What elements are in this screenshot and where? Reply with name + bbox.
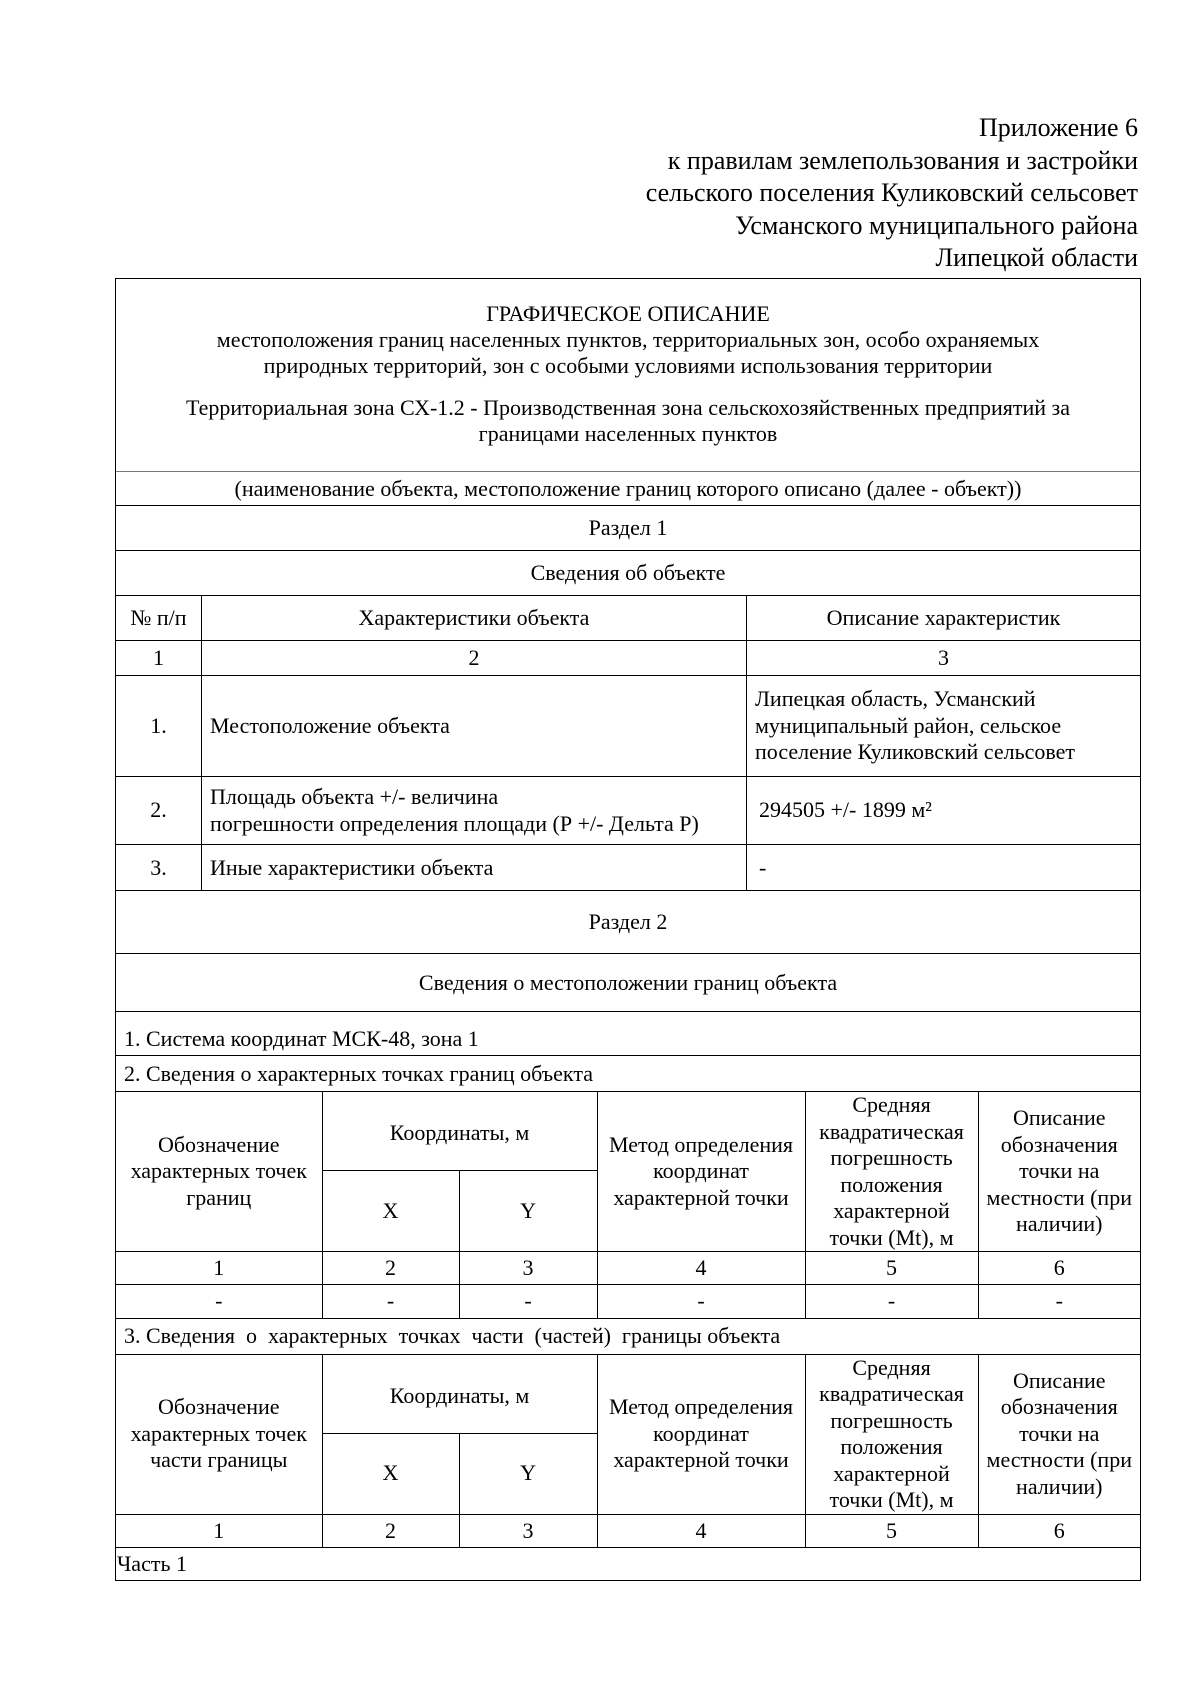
col-header-characteristic: Характеристики объекта [201,596,746,640]
header-method [597,1355,805,1515]
section2-subtitle-text: Сведения о местоположении границ объекта [418,969,838,995]
header-line: Средняя [852,1092,931,1117]
col-number: 5 [805,1514,978,1547]
header-location [978,1355,1140,1515]
section2-title [116,890,1140,953]
col-header-num: № п/п [130,605,187,630]
header-line: Обозначение [157,1394,280,1420]
coord-system-text: 1. Система координат МСК-48, зона 1 [124,1025,479,1051]
header-line: Метод определения [608,1131,794,1157]
header-method [597,1092,805,1252]
zone-name: границами населенных пунктов [478,421,778,446]
table-cell: - [116,1285,322,1318]
appendix-line: Липецкой области [935,243,1138,272]
appendix-note [646,112,1138,275]
row-description-line: Липецкая область, Усманский [755,686,1036,712]
header-line: точки на [1019,1158,1100,1184]
col-number: 4 [597,1514,805,1547]
header-error [805,1092,978,1252]
header-line: положения [840,1434,943,1459]
table-cell: - [322,1285,459,1318]
col-number: 3 [459,1514,597,1547]
header-line: Обозначение [157,1131,280,1157]
section1-title [116,505,1140,550]
section2-title-text: Раздел 2 [588,909,668,934]
header-line: обозначения [1000,1131,1118,1157]
header-line: координат [653,1158,749,1184]
header-line: точки (Mt), м [829,1487,954,1512]
points-table-wrap [116,1091,1140,1318]
section2-subtitle [116,953,1140,1011]
parts-heading-text: 3. Сведения о характерных точках части (частей) границы объекта [124,1323,781,1348]
table-cell: - [459,1285,597,1318]
header-line: характерной точки [613,1184,789,1210]
col-number: 3 [459,1252,597,1285]
header-line: характерных точек [130,1158,307,1184]
col-number: 5 [805,1252,978,1285]
col-number: 2 [322,1252,459,1285]
points-heading [116,1055,1140,1091]
row-characteristic [201,845,746,890]
section1-title-text: Раздел 1 [588,515,668,540]
appendix-line: Приложение 6 [978,113,1138,142]
row-num: 3. [150,854,167,880]
row-characteristic-line: погрешности определения площади (Р +/- Дельта Р) [210,810,699,836]
document-title: ГРАФИЧЕСКОЕ ОПИСАНИЕ [486,301,770,326]
row-num: 2. [150,797,167,823]
header-y: Y [459,1171,597,1252]
col-number: 1 [153,645,164,670]
header-designation [116,1355,322,1515]
header-line: обозначения [1000,1394,1118,1420]
row-description-line: поселение Куликовский сельсовет [755,739,1076,765]
header-line: части границы [150,1447,288,1473]
object-caption-text: (наименование объекта, местоположение границ которого описано (далее - объект)) [234,475,1022,501]
coord-system [116,1011,1140,1055]
part-label [116,1547,1140,1580]
header-line: погрешность [830,1145,953,1170]
col-number: 1 [116,1252,322,1285]
header-error [805,1355,978,1515]
row-num: 1. [150,712,167,738]
header-coords: Координаты, м [322,1092,597,1171]
row-description [746,845,1140,890]
row-characteristic [201,777,746,844]
area-value: 294505 +/- 1899 м² [759,797,932,823]
appendix-line: к правилам землепользования и застройки [667,145,1138,175]
table-row [116,776,1140,844]
document-frame [115,278,1141,1581]
document-subtitle: местоположения границ населенных пунктов, территориальных зон, особо охраняемых [216,327,1040,352]
header-line: характерной [833,1460,950,1486]
header-line: погрешность [830,1407,953,1433]
header-location [978,1092,1140,1252]
row-characteristic-text: Местоположение объекта [210,712,450,738]
header-x: X [322,1433,459,1514]
header-coords: Координаты, м [322,1355,597,1434]
table-cell: - [805,1285,978,1318]
header-line: местности (при [986,1184,1132,1210]
header-line: положения [840,1171,943,1197]
table-row [116,675,1140,776]
parts-table-wrap [116,1354,1140,1548]
header-designation [116,1092,322,1252]
header-line: координат [653,1420,749,1446]
col-number: 6 [978,1514,1140,1547]
table-cell: - [978,1285,1140,1318]
header-x: X [322,1171,459,1252]
document-header [116,279,1140,471]
row-characteristic-text: Иные характеристики объекта [210,854,494,880]
header-line: точки (Mt), м [829,1224,954,1250]
points-heading-text: 2. Сведения о характерных точках границ объекта [124,1060,593,1086]
header-line: Метод определения [608,1394,794,1420]
section1-subtitle-text: Сведения об объекте [530,560,726,585]
header-line: точки на [1019,1420,1100,1446]
appendix-line: Усманского муниципального района [735,210,1138,240]
header-line: Описание [1012,1367,1106,1393]
header-line: характерных точек [130,1420,307,1446]
parts-table [116,1355,1140,1548]
col-number: 2 [201,641,746,675]
col-number: 1 [116,1514,322,1547]
header-line: границ [186,1184,252,1210]
row-description [746,676,1140,776]
row-description-text: - [759,854,767,880]
col-number: 2 [322,1514,459,1547]
row-description-line: муниципальный район, сельское [755,712,1062,738]
section1-number-row [116,640,1140,675]
col-number: 4 [597,1252,805,1285]
appendix-line: сельского поселения Куликовский сельсовет [645,178,1138,207]
row-characteristic [201,676,746,776]
header-line: квадратическая [819,1381,964,1406]
section1-subtitle [116,550,1140,595]
part-label-text: Часть 1 [117,1551,187,1576]
parts-heading [116,1318,1140,1354]
col-number: 6 [978,1252,1140,1285]
table-cell: - [597,1285,805,1318]
section1-header-row [116,595,1140,640]
row-description [746,777,1140,844]
header-line: характерной точки [613,1447,789,1473]
header-line: наличии) [1016,1211,1103,1237]
col-number: 3 [746,641,1140,675]
col-header-description: Описание характеристик [746,596,1140,640]
header-line: характерной [833,1198,950,1223]
document-subtitle: природных территорий, зон с особыми условиями использования территории [263,353,993,378]
header-line: квадратическая [819,1118,964,1144]
table-row [116,844,1140,890]
header-y: Y [459,1433,597,1514]
header-line: наличии) [1016,1473,1103,1499]
object-caption [116,471,1140,505]
points-table [116,1092,1140,1318]
zone-name: Территориальная зона СХ-1.2 - Производственная зона сельскохозяйственных предприятий за [186,395,1070,420]
header-line: местности (при [986,1447,1132,1473]
row-characteristic-line: Площадь объекта +/- величина [210,784,499,809]
header-line: Средняя [852,1354,931,1380]
header-line: Описание [1012,1105,1106,1131]
